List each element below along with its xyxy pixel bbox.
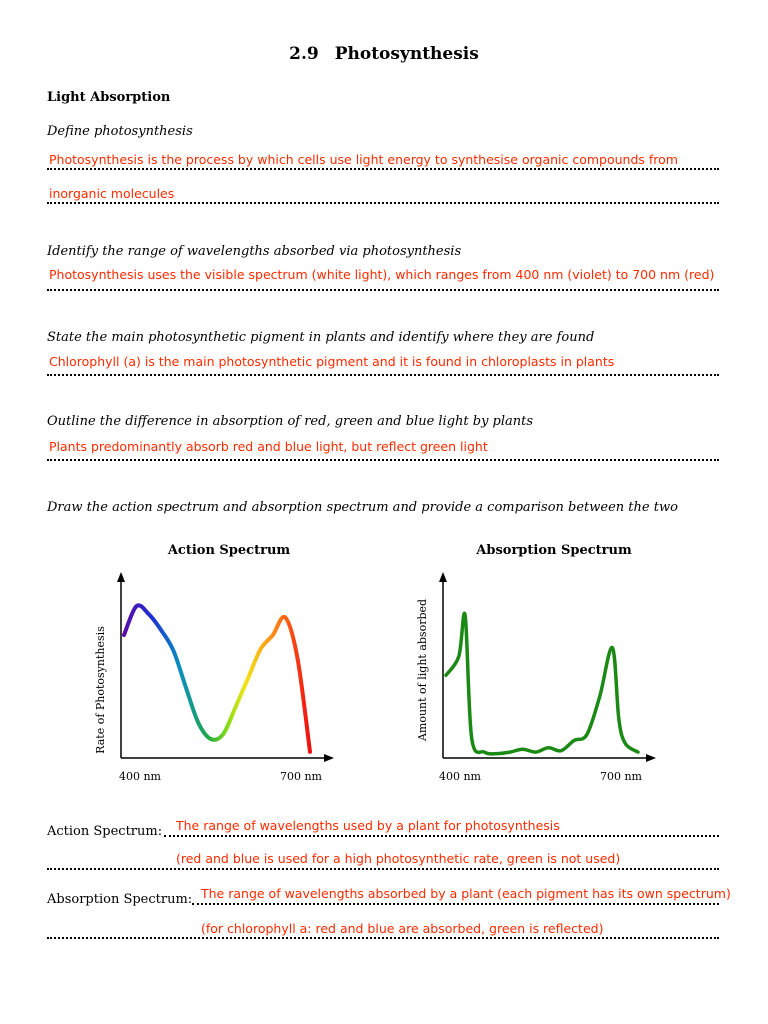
action-comparison-line-1: The range of wavelengths used by a plant for photosynthesis: [176, 818, 560, 833]
action-spectrum-chart: [88, 570, 338, 790]
absorption-comparison-line-2: (for chlorophyll a: red and blue are absorbed, green is reflected): [201, 921, 604, 936]
absorption-spectrum-title: Absorption Spectrum: [476, 543, 632, 558]
answer-line: [47, 289, 719, 291]
answer-line: [47, 168, 719, 170]
y-axis-arrow-icon: [117, 572, 125, 582]
x-axis-arrow-icon: [646, 754, 656, 762]
answer-define-line-1: Photosynthesis is the process by which cells use light energy to synthesise organic compounds from: [49, 152, 678, 167]
y-axis-label: Rate of Photosynthesis: [94, 626, 107, 754]
answer-pigment: Chlorophyll (a) is the main photosynthetic pigment and it is found in chloroplasts in plants: [49, 354, 615, 369]
x-tick-end: 700 nm: [279, 770, 323, 783]
y-axis-arrow-icon: [439, 572, 447, 582]
title-text: Photosynthesis: [334, 44, 479, 64]
x-tick-end: 700 nm: [599, 770, 643, 783]
answer-wavelengths: Photosynthesis uses the visible spectrum (white light), which ranges from 400 nm (violet) to 700 nm (red): [49, 267, 715, 282]
y-axis-label: Amount of light absorbed: [416, 598, 429, 742]
action-spectrum-label: Action Spectrum:: [47, 824, 163, 839]
x-axis-arrow-icon: [324, 754, 334, 762]
answer-line: [192, 903, 719, 905]
section-heading: Light Absorption: [47, 90, 171, 105]
question-draw-spectra: Draw the action spectrum and absorption spectrum and provide a comparison between the two: [47, 500, 678, 515]
answer-line: [47, 868, 719, 870]
page-title: [0, 44, 768, 64]
answer-line: [47, 374, 719, 376]
absorption-spectrum-label: Absorption Spectrum:: [47, 892, 193, 907]
action-spectrum-curve: [124, 605, 310, 752]
absorption-comparison-line-1: The range of wavelengths absorbed by a plant (each pigment has its own spectrum): [201, 886, 731, 901]
absorption-spectrum-chart: [410, 570, 660, 790]
section-number: 2.9: [289, 44, 319, 64]
question-pigment: State the main photosynthetic pigment in plants and identify where they are found: [47, 330, 595, 345]
action-comparison-line-2: (red and blue is used for a high photosynthetic rate, green is not used): [176, 851, 621, 866]
answer-line: [164, 835, 719, 837]
absorption-spectrum-curve: [446, 613, 638, 754]
answer-define-line-2: inorganic molecules: [49, 186, 175, 201]
answer-line: [47, 937, 719, 939]
question-define: Define photosynthesis: [47, 124, 193, 139]
x-tick-start: 400 nm: [438, 770, 482, 783]
answer-absorption-difference: Plants predominantly absorb red and blue light, but reflect green light: [49, 439, 488, 454]
question-wavelengths: Identify the range of wavelengths absorbed via photosynthesis: [47, 244, 462, 259]
answer-line: [47, 202, 719, 204]
answer-line: [47, 459, 719, 461]
question-absorption-difference: Outline the difference in absorption of red, green and blue light by plants: [47, 414, 534, 429]
x-tick-start: 400 nm: [118, 770, 162, 783]
action-spectrum-title: Action Spectrum: [167, 543, 291, 558]
